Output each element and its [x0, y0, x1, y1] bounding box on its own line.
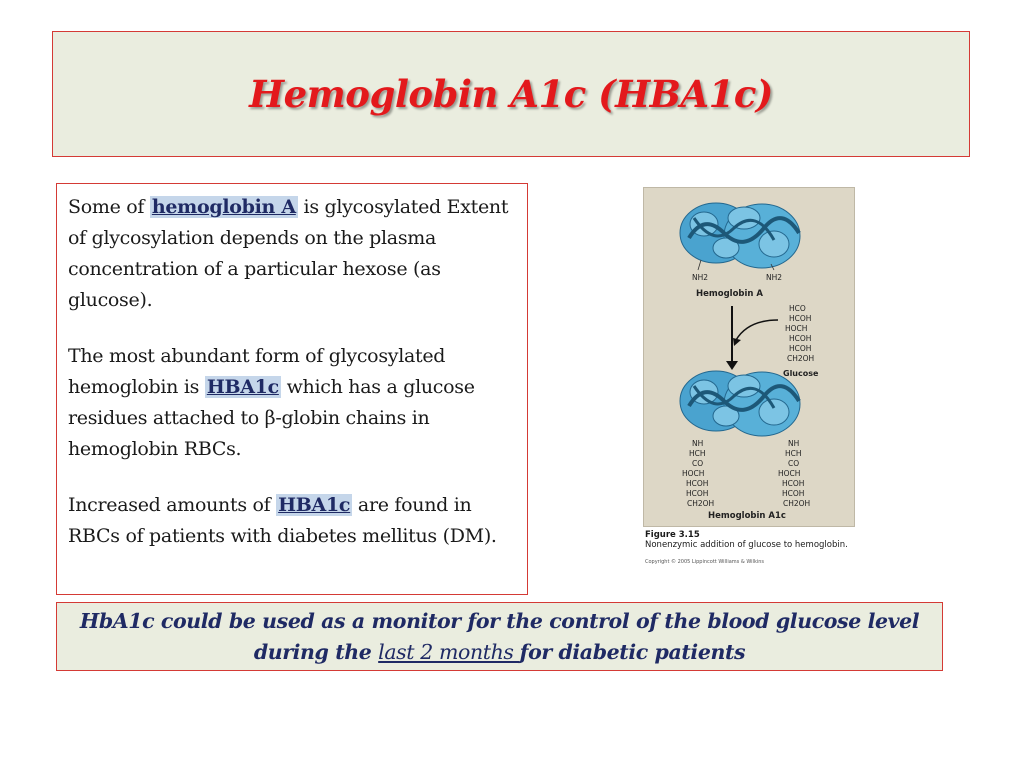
note-box: [56, 602, 943, 671]
svg-text:HCH: HCH: [785, 449, 802, 458]
svg-text:CO: CO: [788, 459, 800, 468]
svg-text:HOCH: HOCH: [682, 469, 705, 478]
svg-text:NH: NH: [788, 439, 800, 448]
figure-copyright: Copyright © 2005 Lippincott Williams & Wilkins: [645, 559, 765, 565]
svg-text:NH: NH: [692, 439, 704, 448]
note-emphasis: last 2 months: [378, 639, 520, 664]
reaction-arrow-icon: [726, 306, 778, 370]
term-hba1c-2: HBA1c: [278, 494, 351, 516]
svg-text:CO: CO: [692, 459, 704, 468]
right-glycated-chain: [778, 439, 810, 508]
svg-text:HOCH: HOCH: [778, 469, 801, 478]
note-text: HbA1c could be used as a monitor for the control of the blood glucose level during the last 2 months for diabetic patients: [79, 608, 920, 664]
note-line-1: HbA1c could be used as a monitor for the control of the blood glucose level: [79, 608, 920, 633]
svg-text:HCOH: HCOH: [686, 489, 709, 498]
svg-text:HOCH: HOCH: [785, 324, 808, 333]
body-text-box: [56, 183, 528, 595]
svg-text:CH2OH: CH2OH: [687, 499, 715, 508]
svg-text:HCOH: HCOH: [782, 489, 805, 498]
svg-text:CH2OH: CH2OH: [787, 354, 815, 363]
svg-text:HCO: HCO: [789, 304, 806, 313]
svg-text:HCOH: HCOH: [782, 479, 805, 488]
figure-diagram: [644, 188, 854, 526]
glucose-label: Glucose: [783, 369, 819, 378]
hemoglobin-a1c-protein-icon: [680, 371, 800, 436]
hemoglobin-figure: [643, 187, 855, 527]
slide-title: Hemoglobin A1c (HBA1c): [249, 72, 773, 116]
hemoglobin-a-protein-icon: [680, 203, 800, 268]
svg-text:HCOH: HCOH: [789, 334, 812, 343]
nh2-left-label: NH2: [692, 273, 709, 282]
svg-text:HCH: HCH: [689, 449, 706, 458]
figure-number: Figure 3.15: [645, 530, 700, 540]
glucose-structure: [785, 304, 814, 363]
figure-caption: [645, 530, 885, 565]
title-banner: [52, 31, 970, 157]
nh2-right-label: NH2: [766, 273, 783, 282]
term-hemoglobin-a: hemoglobin A: [151, 196, 296, 218]
left-glycated-chain: [682, 439, 714, 508]
term-hba1c: HBA1c: [206, 376, 279, 398]
paragraph-2: The most abundant form of glycosylated hemoglobin is HBA1c which has a glucose residues attached to β-globin chains in hemoglobin RBCs.: [68, 345, 475, 460]
svg-text:HCOH: HCOH: [686, 479, 709, 488]
paragraph-1: Some of hemoglobin A is glycosylated Extent of glycosylation depends on the plasma concentration of a particular hexose (as glucose).: [68, 196, 509, 311]
svg-text:HCOH: HCOH: [789, 344, 812, 353]
figure-description: Nonenzymic addition of glucose to hemoglobin.: [645, 540, 848, 550]
hemoglobin-a1c-label: Hemoglobin A1c: [708, 511, 786, 521]
hemoglobin-a-label: Hemoglobin A: [696, 289, 763, 299]
paragraph-3: Increased amounts of HBA1c are found in RBCs of patients with diabetes mellitus (DM).: [68, 494, 497, 547]
svg-text:HCOH: HCOH: [789, 314, 812, 323]
svg-text:CH2OH: CH2OH: [783, 499, 811, 508]
